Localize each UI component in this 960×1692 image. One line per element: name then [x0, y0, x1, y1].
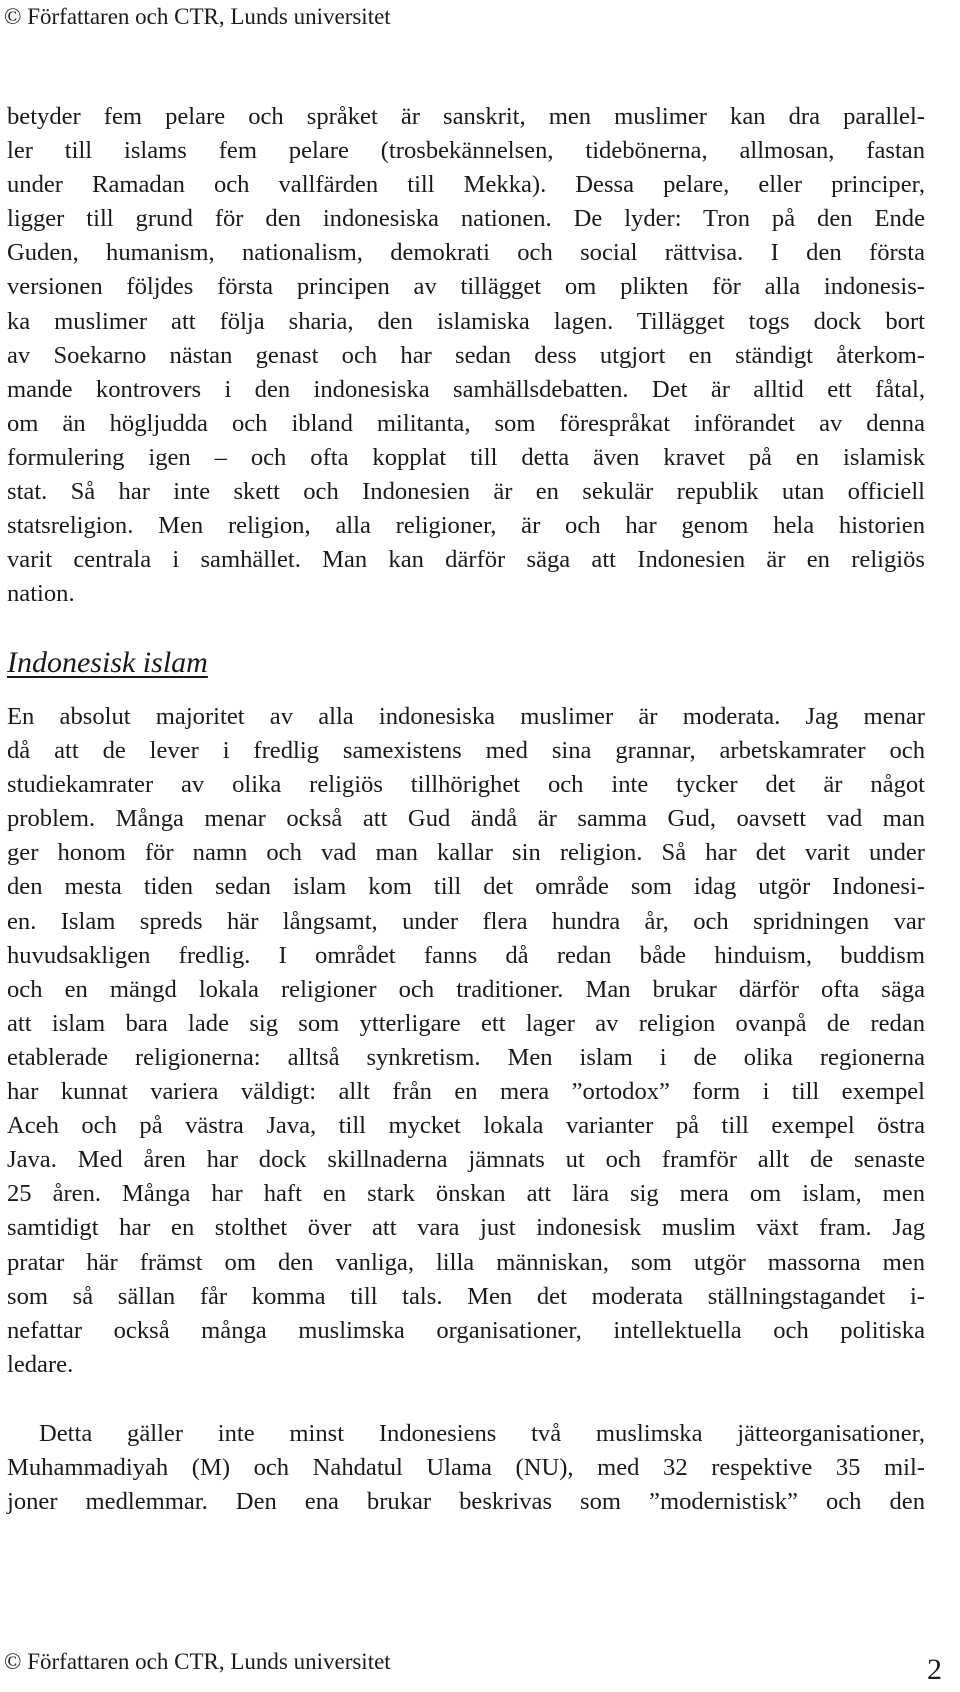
- text-line: formulering igen – och ofta kopplat till detta även kravet på en islamisk: [7, 443, 925, 471]
- text-line: har kunnat variera väldigt: allt från en mera ”ortodox” form i till exempel: [7, 1078, 925, 1106]
- text-line: Guden, humanism, nationalism, demokrati och social rättvisa. I den första: [7, 239, 925, 267]
- text-line: mande kontrovers i den indonesiska samhällsdebatten. Det är alltid ett fåtal,: [7, 375, 925, 403]
- text-line: varit centrala i samhället. Man kan därför säga att Indonesien är en religiös: [7, 546, 925, 574]
- text-line: en. Islam spreds här långsamt, under flera hundra år, och spridningen var: [7, 907, 925, 935]
- section-heading: Indonesisk islam: [7, 646, 208, 679]
- text-line: då att de lever i fredlig samexistens med sina grannar, arbetskamrater och: [7, 737, 925, 765]
- text-line: joner medlemmar. Den ena brukar beskrivas som ”modernistisk” och den: [7, 1488, 925, 1516]
- text-line: som så sällan får komma till tals. Men det moderata ställningstagandet i-: [7, 1282, 925, 1310]
- text-line: samtidigt har en stolthet över att vara just indonesisk muslim växt fram. Jag: [7, 1214, 925, 1242]
- text-line: problem. Många menar också att Gud ändå är samma Gud, oavsett vad man: [7, 805, 925, 833]
- text-line: 25 åren. Många har haft en stark önskan att lära sig mera om islam, men: [7, 1180, 925, 1208]
- paragraph-1: [7, 100, 925, 611]
- footer-copyright: © Författaren och CTR, Lunds universitet: [4, 1649, 391, 1674]
- text-line: nefattar också många muslimska organisationer, intellektuella och politiska: [7, 1316, 925, 1344]
- text-line: huvudsakligen fredlig. I området fanns då redan både hinduism, buddism: [7, 941, 925, 969]
- text-line: den mesta tiden sedan islam kom till det område som idag utgör Indonesi-: [7, 873, 925, 901]
- text-line: En absolut majoritet av alla indonesiska muslimer är moderata. Jag menar: [7, 703, 925, 730]
- text-line: om än högljudda och ibland militanta, som förespråkat införandet av denna: [7, 409, 925, 437]
- text-line: ka muslimer att följa sharia, den islamiska lagen. Tillägget togs dock bort: [7, 307, 925, 335]
- text-line: Muhammadiyah (M) och Nahdatul Ulama (NU), med 32 respektive 35 mil-: [7, 1454, 925, 1482]
- text-line: att islam bara lade sig som ytterligare ett lager av religion ovanpå de redan: [7, 1009, 925, 1037]
- page-header: © Författaren och CTR, Lunds universitet: [4, 4, 391, 29]
- text-line: Java. Med åren har dock skillnaderna jämnats ut och framför allt de senaste: [7, 1146, 925, 1174]
- text-line: Aceh och på västra Java, till mycket lokala varianter på till exempel östra: [7, 1112, 925, 1140]
- text-line: och en mängd lokala religioner och traditioner. Man brukar därför ofta säga: [7, 975, 925, 1003]
- paragraph-2: [7, 700, 925, 1382]
- text-line: ledare.: [7, 1350, 74, 1378]
- text-line: etablerade religionerna: alltså synkretism. Men islam i de olika regionerna: [7, 1043, 925, 1071]
- text-line: Detta gäller inte minst Indonesiens två muslimska jätteorganisationer,: [39, 1420, 925, 1447]
- text-line: pratar här främst om den vanliga, lilla människan, som utgör massorna men: [7, 1248, 925, 1276]
- text-line: ger honom för namn och vad man kallar sin religion. Så har det varit under: [7, 839, 925, 867]
- text-line: stat. Så har inte skett och Indonesien är en sekulär republik utan officiell: [7, 478, 925, 506]
- text-line: nation.: [7, 580, 75, 608]
- text-line: versionen följdes första principen av tillägget om plikten för alla indonesis-: [7, 273, 925, 301]
- text-line: statsreligion. Men religion, alla religioner, är och har genom hela historien: [7, 512, 925, 540]
- page-footer: [4, 1647, 954, 1686]
- text-line: studiekamrater av olika religiös tillhörighet och inte tycker det är något: [7, 771, 925, 799]
- text-line: ler till islams fem pelare (trosbekännelsen, tidebönerna, allmosan, fastan: [7, 137, 925, 165]
- text-line: ligger till grund för den indonesiska nationen. De lyder: Tron på den Ende: [7, 205, 925, 233]
- paragraph-3: [7, 1417, 925, 1519]
- text-line: under Ramadan och vallfärden till Mekka). Dessa pelare, eller principer,: [7, 171, 925, 199]
- text-line: av Soekarno nästan genast och har sedan dess utgjort en ständigt återkom-: [7, 341, 925, 369]
- page-number: 2: [927, 1653, 942, 1686]
- text-line: betyder fem pelare och språket är sanskrit, men muslimer kan dra parallel-: [7, 103, 925, 130]
